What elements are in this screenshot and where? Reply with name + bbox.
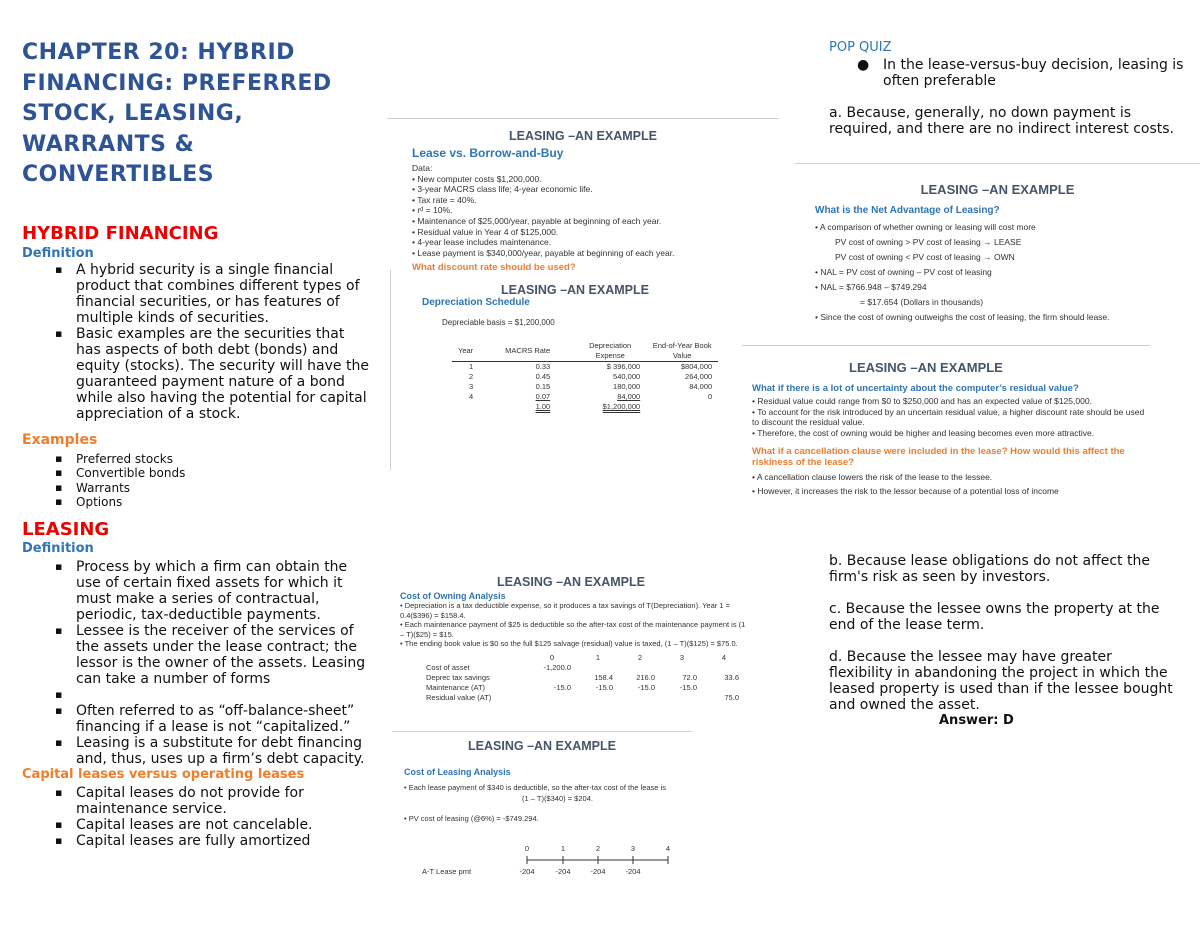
table-cell [619, 663, 661, 673]
table-cell: -15.0 [553, 682, 571, 692]
pop-quiz [829, 40, 1184, 137]
quiz-question [829, 57, 1184, 89]
table-cell [527, 673, 577, 683]
slide-line: • Residual value in Year 4 of $125,000. [412, 227, 779, 238]
list-item [22, 687, 372, 703]
table-cell: 216.0 [636, 672, 655, 682]
slide-lease-vs-buy [387, 118, 779, 270]
table-cell: -15.0 [595, 682, 613, 692]
table-cell: 0.07 [535, 391, 551, 401]
list-item: ▪ Warrants [22, 481, 372, 495]
table-cell [577, 693, 619, 703]
slide-line: • To account for the risk introduced by an uncertain residual value, a higher discount rate should be used to discount the residual value. [752, 407, 1150, 428]
col-header: 4 [721, 652, 727, 662]
slide-top-rule [795, 163, 1200, 164]
quiz-option-a: a. Because, generally, no down payment is required, and there are no indirect interest costs. [829, 105, 1175, 137]
slide-line: • Since the cost of owning outweighs the cost of leasing, the firm should lease. [815, 310, 1200, 325]
list-item: ▪ Leasing is a substitute for debt financing and, thus, uses up a firm’s debt capacity. [22, 735, 372, 767]
slide-line: • NAL = PV cost of owning – PV cost of leasing [815, 265, 1200, 280]
table-cell [452, 402, 479, 412]
slide-line: • Each maintenance payment of $25 is deductible so the after-tax cost of the maintenance payment is (1 – T)($25) = $15. [400, 620, 750, 639]
list-item: ▪ Basic examples are the securities that has aspects of both debt (bonds) and equity (stocks). The security will have the guaranteed payment nature of a bond while also having the potential for capital appreciation of a stock. [22, 326, 372, 422]
table-cell: 0.45 [535, 371, 551, 381]
slide-subtitle: Depreciation Schedule [422, 297, 530, 308]
slide-top-rule [387, 118, 779, 119]
slide-line: PV cost of owning > PV cost of leasing → LEASE [835, 237, 1022, 247]
period-label: 2 [595, 844, 601, 853]
section-heading-leasing: LEASING [22, 519, 110, 540]
slide-line: = $17.654 (Dollars in thousands) [860, 297, 984, 307]
table-cell: Deprec tax savings [426, 672, 490, 682]
slide-subtitle: What is the Net Advantage of Leasing? [815, 205, 1000, 216]
table-cell: 84,000 [617, 391, 641, 401]
table-cell: $804,000 [680, 361, 713, 371]
slide-question: What if a cancellation clause were included in the lease? How would this affect the riskiness of the lease? [752, 446, 1125, 469]
table-cell [527, 693, 577, 703]
table-cell: 2 [468, 371, 474, 381]
slide-line: • Therefore, the cost of owning would be higher and leasing becomes even more attractive. [752, 428, 1150, 439]
table-cell [703, 663, 745, 673]
quiz-label: POP QUIZ [829, 40, 892, 55]
period-label: 4 [665, 844, 671, 853]
table-cell: -15.0 [679, 682, 697, 692]
depreciable-basis: Depreciable basis = $1,200,000 [442, 318, 555, 327]
list-item: ▪ Lessee is the receiver of the services of the assets under the lease contract; the lessor is the owner of the assets. Leasing can take a number of forms [22, 623, 372, 687]
table-cell [619, 693, 661, 703]
table-cell: 72.0 [682, 672, 697, 682]
table-cell: -1,200.0 [543, 662, 571, 672]
table-cell: 33.6 [724, 672, 739, 682]
slide-line: • Residual value could range from $0 to $250,000 and has an expected value of $125,000. [752, 396, 1150, 407]
slide-line: • Depreciation is a tax deductible expense, so it produces a tax savings of T(Depreciation). Year 1 = 0.4($396) = $158.4. [400, 601, 750, 620]
list-item: ▪ Preferred stocks [22, 452, 372, 466]
examples-list [22, 452, 372, 509]
table-cell: 540,000 [613, 371, 641, 381]
definition-label: Definition [22, 246, 94, 261]
table-cell: 84,000 [689, 381, 713, 391]
quiz-option-d: d. Because the lessee may have greater flexibility in abandoning the project in which the leased property is used than if the lessee bought and owned the asset. [829, 649, 1173, 713]
list-item: ▪ A hybrid security is a single financial product that combines different types of financial securities, or has features of multiple kinds of securities. [22, 262, 372, 326]
row-label: A-T Lease pmt [422, 867, 472, 876]
slide-net-advantage [795, 163, 1200, 345]
slide-line: • A comparison of whether owning or leasing will cost more [815, 220, 1200, 235]
quiz-answer: Answer: D [939, 713, 1014, 728]
table-cell: 0.15 [535, 381, 551, 391]
col-header: 1 [595, 652, 601, 662]
pop-quiz-continued [829, 553, 1174, 729]
slide-residual-value [742, 345, 1150, 520]
col-header: Year [458, 345, 474, 355]
slide-line: • PV cost of leasing (@6%) = -$749.294. [404, 814, 692, 825]
slide-line: • However, it increases the risk to the lessor because of a potential loss of income [752, 484, 1150, 498]
slide-line: • NAL = $766.948 – $749.294 [815, 280, 1200, 295]
slide-line: • A cancellation clause lowers the risk of the lease to the lessee. [752, 470, 1150, 484]
cost-of-owning-table [420, 653, 745, 703]
slide-heading: LEASING –AN EXAMPLE [849, 360, 1003, 375]
slide-depreciation-schedule [390, 270, 760, 470]
slide-line: • Maintenance of $25,000/year, payable at beginning of each year. [412, 216, 779, 227]
table-cell: 0.33 [535, 361, 551, 371]
table-cell [646, 402, 718, 412]
list-item: ▪ Capital leases do not provide for maintenance service. [22, 785, 372, 817]
table-cell: 1 [468, 361, 474, 371]
col-header: 3 [679, 652, 685, 662]
slide-question: What if there is a lot of uncertainty about the computer’s residual value? [752, 383, 1079, 394]
definition-label: Definition [22, 541, 94, 556]
slide-heading: LEASING –AN EXAMPLE [468, 739, 616, 753]
table-cell: Cost of asset [426, 662, 470, 672]
table-cell: 75.0 [724, 692, 739, 702]
col-header: 0 [549, 652, 555, 662]
depreciation-table [452, 341, 718, 412]
leasing-definition-list [22, 559, 372, 767]
table-cell: 4 [468, 391, 474, 401]
slide-question: What discount rate should be used? [412, 262, 576, 270]
table-cell: 180,000 [613, 381, 641, 391]
slide-subtitle: Cost of Owning Analysis [400, 591, 506, 601]
slide-line: • 4-year lease includes maintenance. [412, 237, 779, 248]
table-cell: $ 396,000 [606, 361, 641, 371]
payment-value: -204 [519, 867, 535, 876]
slide-top-rule [392, 731, 692, 732]
table-cell: Maintenance (AT) [426, 682, 486, 692]
slide-cost-of-owning [392, 570, 750, 730]
payment-value: -204 [555, 867, 571, 876]
table-cell [661, 693, 703, 703]
list-item: ▪ Capital leases are fully amortized [22, 833, 372, 849]
table-cell [661, 663, 703, 673]
slide-line: (1 – T)($340) = $204. [522, 793, 593, 803]
table-cell: 158.4 [594, 672, 613, 682]
data-label: Data: [412, 163, 433, 173]
col-header: 2 [637, 652, 643, 662]
slide-top-rule [742, 345, 1150, 346]
list-item: ▪ Often referred to as “off-balance-sheet” financing if a lease is not “capitalized.” [22, 703, 372, 735]
section-heading-hybrid: HYBRID FINANCING [22, 223, 219, 244]
capital-leases-list [22, 785, 372, 849]
col-header: End-of-Year Book Value [652, 340, 712, 360]
slide-line: • The ending book value is $0 so the full $125 salvage (residual) value is taxed, (1 – T)($125) = $75.0. [400, 639, 750, 649]
table-cell: 264,000 [685, 371, 713, 381]
list-item: ▪ Process by which a firm can obtain the use of certain fixed assets for which it must make a series of contractual, periodic, tax-deductible payments. [22, 559, 372, 623]
list-item: ▪ Capital leases are not cancelable. [22, 817, 372, 833]
list-item: ▪ Convertible bonds [22, 466, 372, 480]
hybrid-definition-list [22, 262, 372, 422]
chapter-title: CHAPTER 20: HYBRID FINANCING: PREFERRED STOCK, LEASING, WARRANTS & CONVERTIBLES [22, 40, 332, 187]
examples-label: Examples [22, 432, 98, 448]
slide-line: • New computer costs $1,200,000. [412, 174, 779, 185]
slide-line: PV cost of owning < PV cost of leasing → OWN [835, 252, 1015, 262]
payment-value: -204 [590, 867, 606, 876]
capital-leases-label: Capital leases versus operating leases [22, 767, 305, 782]
slide-left-rule [390, 270, 391, 470]
col-header: MACRS Rate [505, 345, 551, 355]
col-header: Depreciation Expense [589, 340, 632, 360]
slide-subtitle: Lease vs. Borrow-and-Buy [412, 146, 564, 160]
slide-heading: LEASING –AN EXAMPLE [497, 575, 645, 589]
period-label: 1 [560, 844, 566, 853]
quiz-option-b: b. Because lease obligations do not affect the firm's risk as seen by investors. [829, 553, 1150, 585]
table-cell: 0 [708, 391, 713, 401]
payment-value: -204 [625, 867, 641, 876]
table-cell: 3 [468, 381, 474, 391]
slide-subtitle: Cost of Leasing Analysis [404, 767, 511, 777]
quiz-question-text: In the lease-versus-buy decision, leasing is often preferable [883, 57, 1184, 89]
table-cell: -15.0 [637, 682, 655, 692]
list-item: ▪ Options [22, 495, 372, 509]
period-label: 0 [524, 844, 530, 853]
hybrid-section [22, 223, 372, 509]
lease-timeline [392, 841, 692, 881]
table-cell [577, 663, 619, 673]
quiz-option-c: c. Because the lessee owns the property at the end of the lease term. [829, 601, 1160, 633]
slide-line: • Tax rate = 40%. [412, 195, 779, 206]
period-label: 3 [630, 844, 636, 853]
table-cell: 1.00 [535, 401, 551, 411]
slide-heading: LEASING –AN EXAMPLE [501, 283, 649, 297]
slide-heading: LEASING –AN EXAMPLE [920, 182, 1075, 197]
table-cell: $1,200,000 [602, 401, 641, 411]
leasing-section [22, 519, 372, 849]
slide-line: • 3-year MACRS class life; 4-year economic life. [412, 184, 779, 195]
slide-line: • Lease payment is $340,000/year, payable at beginning of each year. [412, 248, 779, 259]
slide-cost-of-leasing [392, 731, 692, 881]
table-cell: Residual value (AT) [426, 692, 492, 702]
slide-line: • Each lease payment of $340 is deductible, so the after-tax cost of the lease is [404, 783, 692, 794]
slide-line: • rᵈ = 10%. [412, 205, 779, 216]
table-cell [703, 683, 745, 693]
bullet-icon: ● [857, 57, 870, 73]
slide-heading: LEASING –AN EXAMPLE [509, 129, 657, 143]
